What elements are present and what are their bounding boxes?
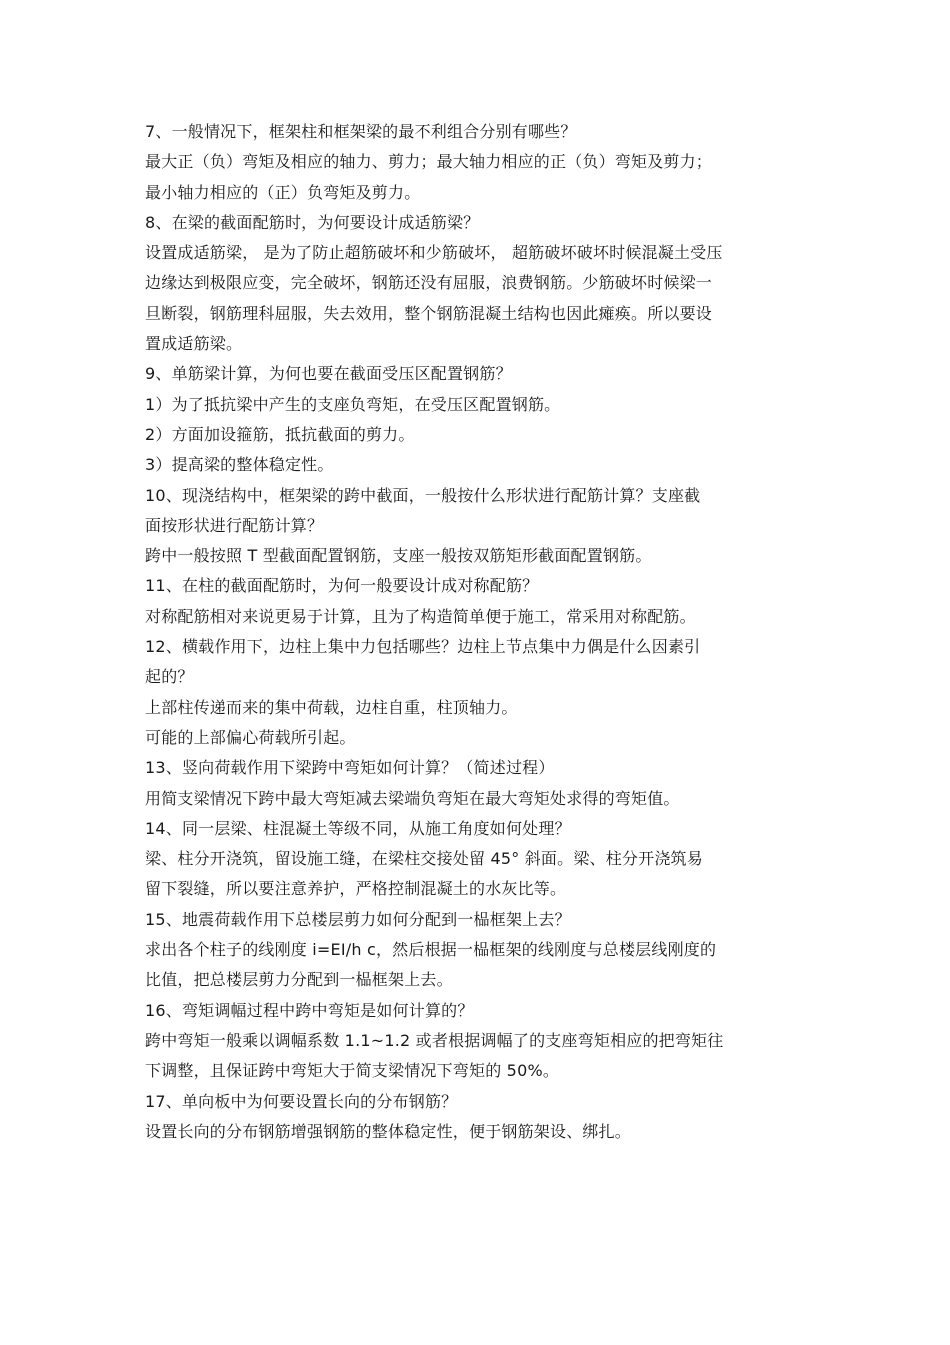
document-body: [145, 117, 805, 1147]
answer-15-line-2: 比值，把总楼层剪力分配到一榀框架上去。: [145, 970, 453, 990]
answer-7-line-2: 最小轴力相应的（正）负弯矩及剪力。: [145, 182, 421, 202]
answer-17-line-1: 设置长向的分布钢筋增强钢筋的整体稳定性，便于钢筋架设、绑扎。: [145, 1121, 632, 1141]
answer-13-line-1: 用简支梁情况下跨中最大弯矩减去梁端负弯矩在最大弯矩处求得的弯矩值。: [145, 788, 680, 808]
question-12-title-line-2: 起的？: [145, 667, 194, 687]
question-13-title: 13、竖向荷载作用下梁跨中弯矩如何计算？（简述过程）: [145, 758, 555, 778]
answer-12-line-1: 上部柱传递而来的集中荷载，边柱自重，柱顶轴力。: [145, 697, 518, 717]
answer-9-line-1: 1）为了抵抗梁中产生的支座负弯矩，在受压区配置钢筋。: [145, 394, 561, 414]
answer-16-line-1: 跨中弯矩一般乘以调幅系数 1.1~1.2 或者根据调幅了的支座弯矩相应的把弯矩往: [145, 1030, 724, 1050]
question-17-title: 17、单向板中为何要设置长向的分布钢筋？: [145, 1091, 458, 1111]
question-16-title: 16、弯矩调幅过程中跨中弯矩是如何计算的？: [145, 1000, 474, 1020]
question-12-title-line-1: 12、横载作用下，边柱上集中力包括哪些？边柱上节点集中力偶是什么因素引: [145, 637, 701, 657]
question-10-title-line-2: 面按形状进行配筋计算？: [145, 515, 324, 535]
answer-8-line-1: 设置成适筋梁， 是为了防止超筋破坏和少筋破坏， 超筋破坏破坏时候混凝土受压: [145, 243, 723, 263]
question-7-title: 7、一般情况下，框架柱和框架梁的最不利组合分别有哪些？: [145, 122, 577, 141]
answer-15-line-1: 求出各个柱子的线刚度 i=EI/h c，然后根据一榀框架的线刚度与总楼层线刚度的: [145, 940, 717, 960]
question-10-title-line-1: 10、现浇结构中，框架梁的跨中截面，一般按什么形状进行配筋计算？支座截: [145, 485, 701, 505]
answer-12-line-2: 可能的上部偏心荷载所引起。: [145, 727, 356, 747]
answer-9-line-2: 2）方面加设箍筋，抵抗截面的剪力。: [145, 424, 415, 444]
answer-11-line-1: 对称配筋相对来说更易于计算，且为了构造简单便于施工，常采用对称配筋。: [145, 606, 696, 626]
answer-8-line-4: 置成适筋梁。: [145, 334, 243, 354]
answer-14-line-2: 留下裂缝，所以要注意养护，严格控制混凝土的水灰比等。: [145, 879, 567, 899]
answer-14-line-1: 梁、柱分开浇筑，留设施工缝，在梁柱交接处留 45° 斜面。梁、柱分开浇筑易: [145, 849, 703, 869]
question-11-title: 11、在柱的截面配筋时，为何一般要设计成对称配筋？: [145, 576, 539, 596]
answer-10-line-1: 跨中一般按照 T 型截面配置钢筋，支座一般按双筋矩形截面配置钢筋。: [145, 546, 652, 566]
answer-16-line-2: 下调整，且保证跨中弯矩大于简支梁情况下弯矩的 50%。: [145, 1061, 560, 1081]
question-9-title: 9、单筋梁计算，为何也要在截面受压区配置钢筋？: [145, 364, 512, 384]
answer-9-line-3: 3）提高梁的整体稳定性。: [145, 455, 334, 475]
answer-7-line-1: 最大正（负）弯矩及相应的轴力、剪力；最大轴力相应的正（负）弯矩及剪力；: [145, 152, 713, 172]
answer-8-line-3: 旦断裂，钢筋理科屈服，失去效用，整个钢筋混凝土结构也因此瘫痪。所以要设: [145, 303, 713, 323]
question-15-title: 15、地震荷载作用下总楼层剪力如何分配到一榀框架上去？: [145, 909, 571, 929]
question-14-title: 14、同一层梁、柱混凝土等级不同，从施工角度如何处理？: [145, 818, 571, 838]
question-8-title: 8、在梁的截面配筋时，为何要设计成适筋梁？: [145, 212, 480, 232]
answer-8-line-2: 边缘达到极限应变，完全破坏，钢筋还没有屈服，浪费钢筋。少筋破坏时候梁一: [145, 273, 713, 293]
